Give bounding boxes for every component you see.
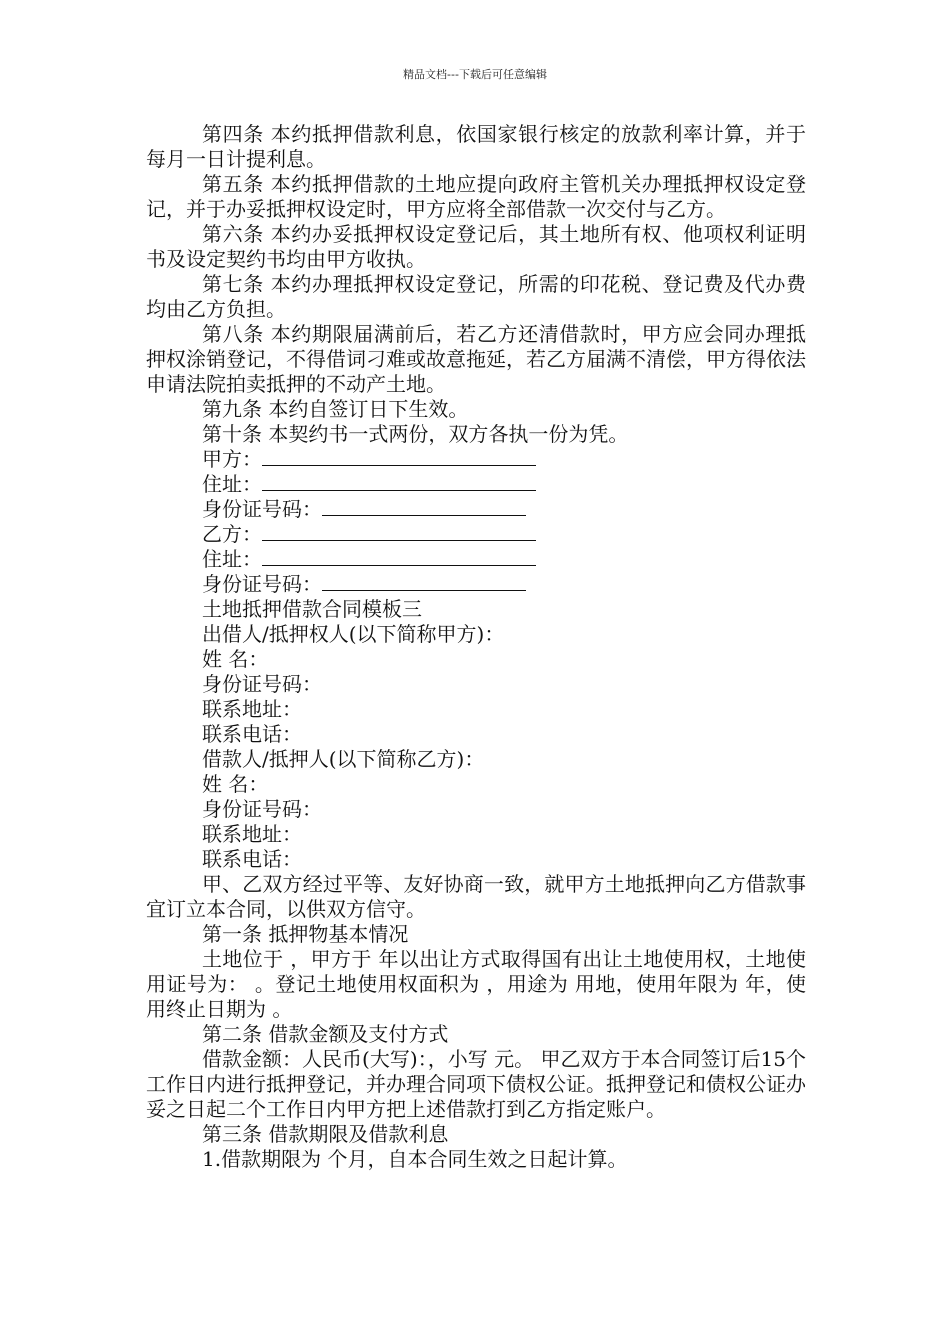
signature-label: 住址： [202,547,262,571]
signature-address-a [146,472,806,497]
signature-blank [262,523,536,541]
document-body [146,122,806,1172]
article-2-text: 借款金额：人民币(大写)：，小写 元。 甲乙双方于本合同签订后15个工作日内进行抵押登记，并办理合同项下债权公证。抵押登记和债权公证办妥之日起二个工作日内甲方把上述借款打到乙方指定账户。 [146,1047,806,1121]
signature-label: 住址： [202,472,262,496]
borrower-phone-field: 联系电话： [202,847,302,871]
signature-label: 身份证号码： [202,572,322,596]
page-header: 精品文档---下载后可任意编辑 [403,68,547,81]
article-7: 第七条 本约办理抵押权设定登记，所需的印花税、登记费及代办费均由乙方负担。 [146,272,806,321]
borrower-id-field: 身份证号码： [202,797,322,821]
signature-id-b [146,572,806,597]
signature-address-b [146,547,806,572]
article-3-item-1: 1.借款期限为 个月，自本合同生效之日起计算。 [202,1147,628,1171]
signature-blank [322,498,526,516]
signature-party-b [146,522,806,547]
article-4: 第四条 本约抵押借款利息，依国家银行核定的放款利率计算，并于每月一日计提利息。 [146,122,806,171]
signature-label: 乙方： [202,522,262,546]
article-3-title: 第三条 借款期限及借款利息 [202,1122,449,1146]
article-5: 第五条 本约抵押借款的土地应提向政府主管机关办理抵押权设定登记，并于办妥抵押权设定时，甲方应将全部借款一次交付与乙方。 [146,172,806,221]
signature-blank [262,448,536,466]
template-title: 土地抵押借款合同模板三 [202,597,422,621]
article-1-title: 第一条 抵押物基本情况 [202,922,409,946]
signature-blank [262,473,536,491]
lender-id-field: 身份证号码： [202,672,322,696]
borrower-intro: 借款人/抵押人(以下简称乙方)： [202,747,485,771]
article-1-text: 土地位于 ，甲方于 年以出让方式取得国有出让土地使用权，土地使用证号为： 。登记土地使用权面积为 ，用途为 用地，使用年限为 年，使用终止日期为 。 [146,947,806,1021]
lender-name-field: 姓 名： [202,647,269,671]
article-6: 第六条 本约办妥抵押权设定登记后，其土地所有权、他项权利证明书及设定契约书均由甲方收执。 [146,222,806,271]
signature-blank [262,548,536,566]
borrower-name-field: 姓 名： [202,772,269,796]
borrower-address-field: 联系地址： [202,822,302,846]
signature-label: 甲方： [202,447,262,471]
signature-label: 身份证号码： [202,497,322,521]
lender-address-field: 联系地址： [202,697,302,721]
article-10: 第十条 本契约书一式两份，双方各执一份为凭。 [202,422,629,446]
article-8: 第八条 本约期限届满前后，若乙方还清借款时，甲方应会同办理抵押权涂销登记，不得借词刁难或故意拖延，若乙方届满不清偿，甲方得依法申请法院拍卖抵押的不动产土地。 [146,322,806,396]
signature-blank [322,573,526,591]
signature-id-a [146,497,806,522]
lender-intro: 出借人/抵押权人(以下简称甲方)： [202,622,505,646]
lender-phone-field: 联系电话： [202,722,302,746]
signature-party-a [146,447,806,472]
preamble: 甲、乙双方经过平等、友好协商一致，就甲方土地抵押向乙方借款事宜订立本合同，以供双方信守。 [146,872,806,921]
article-9: 第九条 本约自签订日下生效。 [202,397,469,421]
article-2-title: 第二条 借款金额及支付方式 [202,1022,449,1046]
